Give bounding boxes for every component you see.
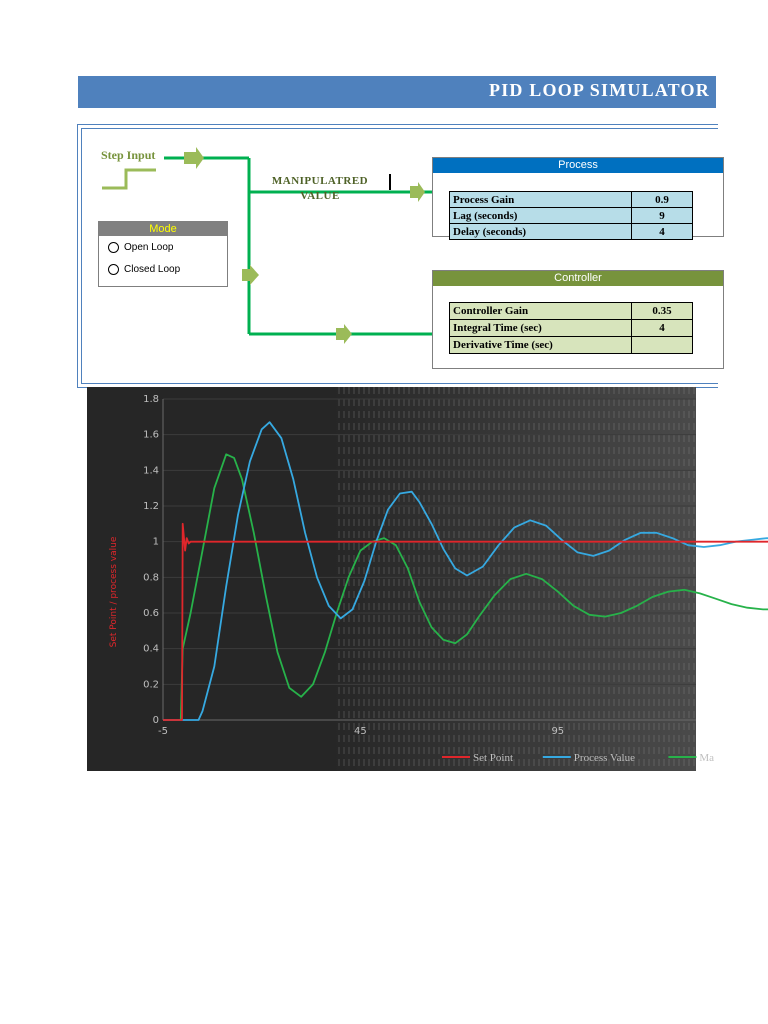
table-row	[450, 320, 693, 337]
param-label: Integral Time (sec)	[450, 320, 632, 337]
mode-header: Mode	[99, 222, 227, 236]
process-parameters-table	[449, 191, 693, 240]
radio-closed-loop[interactable]	[108, 264, 119, 275]
controller-parameters-table	[449, 302, 693, 354]
text-cursor	[389, 174, 391, 190]
arrow-mv-icon	[410, 182, 425, 202]
chart-texture	[335, 387, 696, 771]
step-signal-icon	[102, 170, 156, 188]
param-label: Delay (seconds)	[450, 224, 632, 240]
process-box	[432, 157, 724, 237]
mode-option-open-loop[interactable]: Open Loop	[108, 242, 174, 253]
table-row	[450, 337, 693, 354]
response-chart-svg	[87, 387, 715, 771]
param-label: Process Gain	[450, 192, 632, 208]
table-row	[450, 303, 693, 320]
table-row	[450, 224, 693, 240]
y-tick-label: 0.6	[143, 608, 159, 619]
x-tick-label: 45	[354, 726, 367, 737]
legend-label: Process Value	[573, 752, 636, 764]
y-tick-label: 1.2	[143, 501, 159, 512]
manipulated-value-label: MANIPULATRED VALUE	[271, 175, 369, 202]
param-label: Controller Gain	[450, 303, 632, 320]
legend-label: Ma	[699, 752, 715, 764]
y-tick-label: 0.4	[143, 643, 159, 655]
y-tick-label: 0.8	[143, 572, 159, 584]
param-label: Lag (seconds)	[450, 208, 632, 224]
y-tick-label: 1.4	[143, 465, 159, 477]
arrow-step-icon	[184, 147, 204, 169]
y-tick-label: 0	[152, 715, 159, 726]
y-tick-label: 0.2	[143, 679, 159, 691]
y-tick-label: 1.8	[143, 394, 159, 405]
derivative-time-input[interactable]	[632, 337, 693, 354]
y-tick-label: 1	[152, 536, 159, 548]
legend-label: Set Point	[473, 752, 514, 764]
process-gain-input[interactable]: 0.9	[632, 192, 693, 208]
delay-input[interactable]: 4	[632, 224, 693, 240]
param-label: Derivative Time (sec)	[450, 337, 632, 354]
table-row	[450, 208, 693, 224]
y-tick-label: 1.6	[143, 429, 159, 441]
table-row	[450, 192, 693, 208]
response-chart	[87, 387, 715, 771]
x-tick-label: -5	[158, 726, 168, 737]
arrow-controller-icon	[336, 324, 352, 344]
controller-gain-input[interactable]: 0.35	[632, 303, 693, 320]
y-axis-label: Set Point / process value	[109, 536, 119, 648]
radio-open-loop[interactable]	[108, 242, 119, 253]
x-tick-label: 95	[551, 726, 565, 737]
controller-header: Controller	[433, 271, 723, 286]
lag-input[interactable]: 9	[632, 208, 693, 224]
controller-box	[432, 270, 724, 369]
page-title: PID LOOP SIMULATOR	[489, 80, 710, 100]
simulator-diagram-panel	[77, 124, 718, 388]
title-bar	[78, 76, 716, 108]
arrow-mode-icon	[242, 265, 259, 285]
mode-selector	[98, 221, 228, 287]
step-input-label: Step Input	[101, 148, 156, 162]
integral-time-input[interactable]: 4	[632, 320, 693, 337]
process-header: Process	[433, 158, 723, 173]
mode-option-closed-loop[interactable]: Closed Loop	[108, 264, 180, 275]
